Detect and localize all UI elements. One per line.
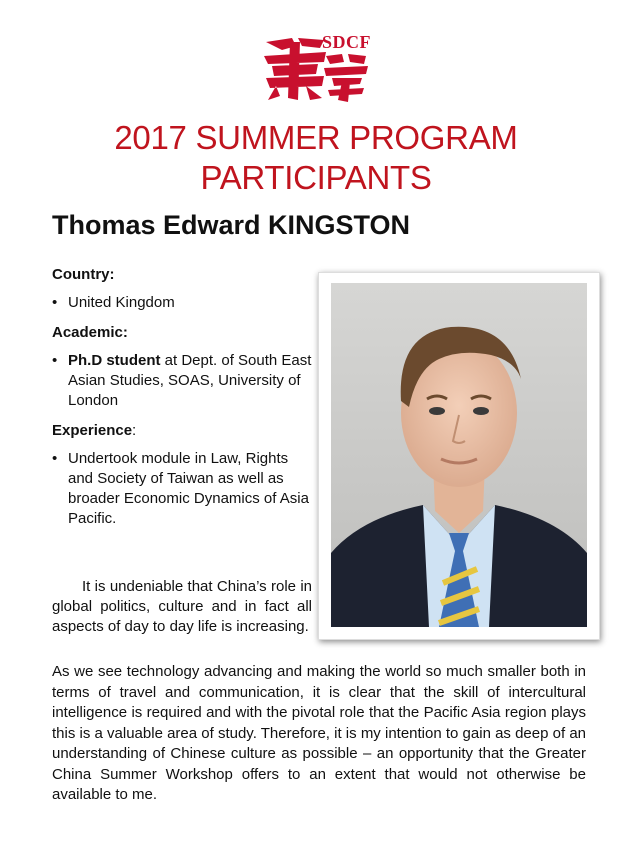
participant-photo [331, 283, 587, 627]
experience-colon: : [132, 422, 137, 439]
academic-detail: at Dept. of South East Asian Studies, SOAS, University of London [68, 352, 312, 409]
country-value: • United Kingdom [52, 293, 317, 313]
country-heading: Country: [52, 266, 115, 283]
seal-glyph-2-icon [322, 52, 370, 104]
statement-paragraph-2: As we see technology advancing and making the world so much smaller both in terms of travel and communication, it is clear that the skill of intercultural intelligence is required and with the pivotal role that the Pacific Asia region plays this is a valuable area of study. Therefore, it is my intention to gain as deep of an understanding of Chinese culture as possible – an opportunity that the Greater China Summer Workshop offers to an extent that would not otherwise be available to me. [52, 663, 586, 803]
logo-abbreviation: SDCF [322, 32, 372, 52]
academic-value [52, 351, 317, 411]
experience-value: • Undertook module in Law, Rights and Society of Taiwan as well as broader Economic Dynamics of Asia Pacific. [52, 449, 317, 529]
experience-heading [52, 421, 317, 441]
seal-glyph-icon [262, 34, 328, 102]
statement-intro: It is undeniable that China’s role in global politics, culture and in fact all aspects of day to day life is increasing. [52, 578, 312, 635]
academic-degree: Ph.D student [68, 352, 161, 369]
statement-paragraph-1 [52, 577, 312, 637]
sdcf-logo [262, 34, 372, 104]
academic-heading: Academic: [52, 324, 128, 341]
participant-name: Thomas Edward KINGSTON [52, 210, 411, 240]
participant-photo-frame [318, 272, 600, 640]
title-line-1: 2017 SUMMER PROGRAM [114, 119, 518, 156]
page-title [0, 118, 632, 198]
portrait-image [331, 283, 587, 627]
profile-column [52, 265, 317, 539]
experience-label: Experience [52, 422, 133, 439]
title-line-2: PARTICIPANTS [200, 159, 432, 196]
